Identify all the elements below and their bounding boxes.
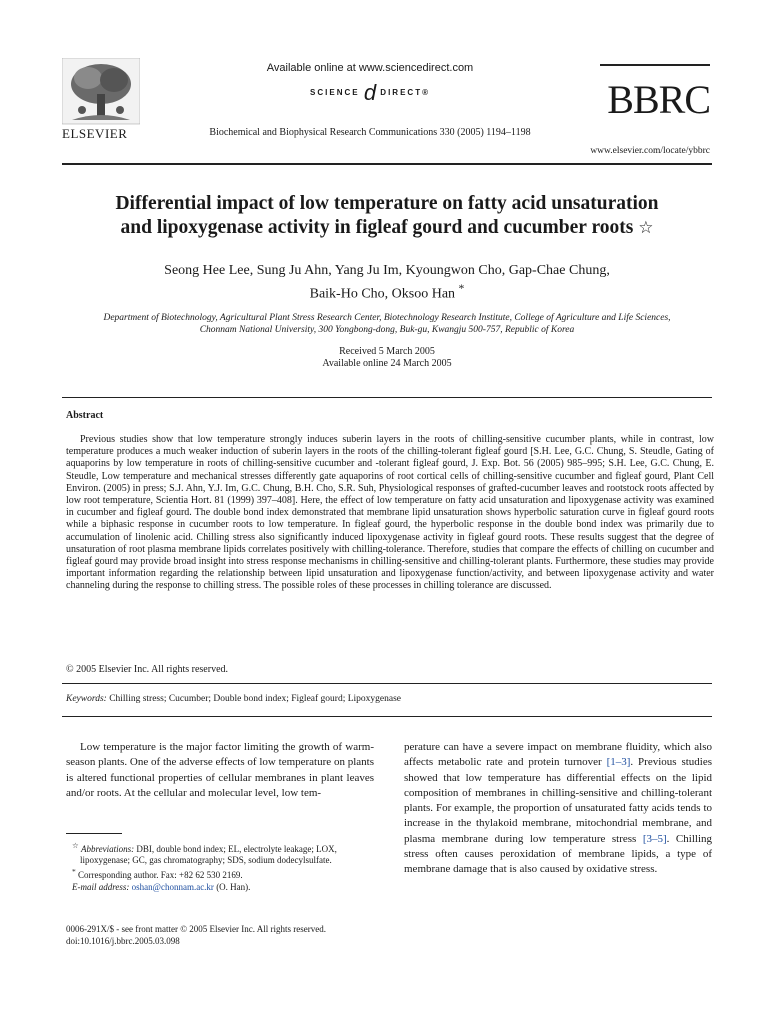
article-title	[62, 192, 712, 240]
reference-link-3-5[interactable]: [3–5]	[642, 832, 667, 845]
authors-line-1: Seong Hee Lee, Sung Ju Ahn, Yang Ju Im, Kyoungwon Cho, Gap-Chae Chung,	[164, 263, 610, 278]
email-label: E-mail address:	[72, 881, 130, 892]
authors-line-2	[62, 280, 712, 304]
abbreviations-text: DBI, double bond index; EL, electrolyte leakage; LOX, lipoxygenase; GC, gas chromatography; SDS, sodium dodecylsulfate.	[80, 844, 337, 866]
journal-abbrev: BBRC	[607, 77, 710, 122]
title-line-2	[62, 216, 712, 240]
abbreviations-label: Abbreviations:	[80, 844, 135, 854]
elsevier-tree-logo	[62, 58, 140, 130]
abstract-copyright: © 2005 Elsevier Inc. All rights reserved.	[66, 664, 229, 675]
issn-line: 0006-291X/$ - see front matter © 2005 Elsevier Inc. All rights reserved.	[66, 924, 327, 934]
header-rule	[62, 163, 712, 165]
body-right-column	[404, 740, 712, 878]
corresponding-footnote-text: Corresponding author. Fax: +82 62 530 2169.	[78, 870, 243, 881]
title-line-1: Differential impact of low temperature on fatty acid unsaturation	[115, 193, 659, 214]
affiliation	[62, 312, 712, 336]
reference-link-1-3[interactable]: [1–3]	[606, 756, 631, 769]
authors	[62, 262, 712, 304]
doi-line[interactable]: doi:10.1016/j.bbrc.2005.03.098	[66, 935, 180, 946]
available-date: Available online 24 March 2005	[322, 358, 452, 369]
article-dates	[62, 346, 712, 370]
keywords-rule-top	[62, 683, 712, 684]
footnote-rule	[66, 833, 122, 834]
body-right-text-1: perature can have a severe impact on membrane fluidity, which also affects metabolic rate and protein turnover	[404, 741, 712, 769]
publisher-name: ELSEVIER	[62, 126, 128, 141]
keywords-label: Keywords:	[66, 694, 107, 704]
abbreviations-footnote	[66, 840, 374, 866]
science-direct-left: SCIENCE	[310, 88, 360, 98]
keywords-rule-bottom	[62, 716, 712, 717]
body-right-text-2: . Previous studies showed that low temperature has differential effects on the lipid composition of membranes in chilling-sensitive and chilling-tolerant plants. For example, the proportion of unsaturated fatty acids tends to increase in the thylakoid membrane, mitochondrial membrane, and plasma membrane during low temperature stress	[404, 756, 712, 845]
abbreviations-star: ☆	[72, 841, 79, 850]
science-direct-right: DIRECT®	[380, 88, 430, 98]
body-left-column: Low temperature is the major factor limiting the growth of warm-season plants. One of the adverse effects of low temperature on plants is altered functional properties of cellular membranes in plant leaves and/or roots. At the cellular and molecular level, low tem-	[66, 741, 374, 799]
corresponding-footnote	[66, 866, 374, 881]
keywords-text: Chilling stress; Cucumber; Double bond index; Figleaf gourd; Lipoxygenase	[109, 694, 402, 704]
title-footnote-star[interactable]: ☆	[638, 218, 654, 237]
available-online-text: Available online at www.sciencedirect.com	[266, 62, 474, 74]
authors-line-2-text: Baik-Ho Cho, Oksoo Han	[309, 286, 456, 302]
science-direct-at-icon: d	[363, 80, 377, 105]
journal-url[interactable]: www.elsevier.com/locate/ybbrc	[590, 146, 710, 156]
keywords	[66, 694, 401, 704]
footnotes	[66, 840, 374, 893]
journal-citation: Biochemical and Biophysical Research Communications 330 (2005) 1194–1198	[209, 127, 531, 138]
issn-doi	[66, 924, 396, 947]
email-suffix: (O. Han).	[216, 881, 251, 892]
corresponding-footnote-mark: *	[72, 867, 76, 877]
email-footnote	[66, 882, 374, 893]
email-link[interactable]: oshan@chonnam.ac.kr	[131, 881, 214, 892]
affiliation-line-1: Department of Biotechnology, Agricultural Plant Stress Research Center, Biotechnology Research Institute, College of Agriculture and Life Sciences,	[103, 313, 671, 323]
body-right-text-3: . Chilling stress often causes peroxidation of membrane lipids, a type of membrane damage that is also caused by oxidative stress.	[404, 832, 712, 876]
corresponding-author-mark[interactable]: *	[458, 282, 465, 295]
abstract-text: Previous studies show that low temperature strongly induces suberin layers in the roots of chilling-sensitive cucumber plants, while in contrast, low temperature produces a much weaker induction of suberin layers in the roots of the chilling-tolerant figleaf gourd [S.H. Lee, G.C. Chung, S. Steudle, Gating of aquaporins by low temperature in roots of chilling-sensitive cucumber and -tolerant figleaf gourd, J. Exp. Bot. 56 (2005) 985–995; S.H. Lee, G.C. Chung, E. Steudle, Low temperature and mechanical stresses differently gate aquaporins of root cortical cells of chilling-sensitive cucumber and figleaf gourd, Plant Cell Environ. (2005) in press; S.J. Ahn, Y.J. Im, G.C. Chung, B.H. Cho, S.R. Suh, Physiological responses of grafted-cucumber leaves and rootstock roots affected by low root temperature, Scientia Hort. 81 (1999) 397–408]. Here, the effect of low temperature on fatty acid unsaturation and lipoxygenase activity was examined in cucumber and figleaf gourd. The double bond index demonstrated that membrane lipid unsaturation shows hyperbolic saturation curve in figleaf gourd roots while a biphasic response in cucumber roots to low temperature. In figleaf gourd, the hyperbolic response in the double bond index was primarily due to accumulation of linolenic acid. Chilling stress also significantly induced lipoxygenase activity in figleaf gourd roots. These results suggest that the degree of unsaturation of root plasma membrane lipids correlates positively with chilling-tolerance. Therefore, studies that compare the effects of chilling on cucumber and figleaf gourd may provide broad insight into stress response mechanisms in chilling-sensitive and chilling-tolerant plants. Furthermore, these studies may provide important information regarding the relationship between lipid unsaturation and lipoxygenase function/activity, and between lipoxygenase activity and water channeling during the response to chilling stress. The possible roles of these processes in chilling tolerance are discussed.	[66, 434, 714, 592]
abstract-heading: Abstract	[66, 410, 104, 421]
title-line-2-text: and lipoxygenase activity in figleaf gourd and cucumber roots	[120, 217, 634, 238]
affiliation-line-2: Chonnam National University, 300 Yongbong-dong, Buk-gu, Kwangju 500-757, Republic of Korea	[199, 325, 575, 335]
science-direct-logo	[180, 80, 560, 106]
bbrc-rule	[600, 64, 710, 66]
received-date: Received 5 March 2005	[339, 346, 435, 357]
abstract-rule	[62, 397, 712, 398]
